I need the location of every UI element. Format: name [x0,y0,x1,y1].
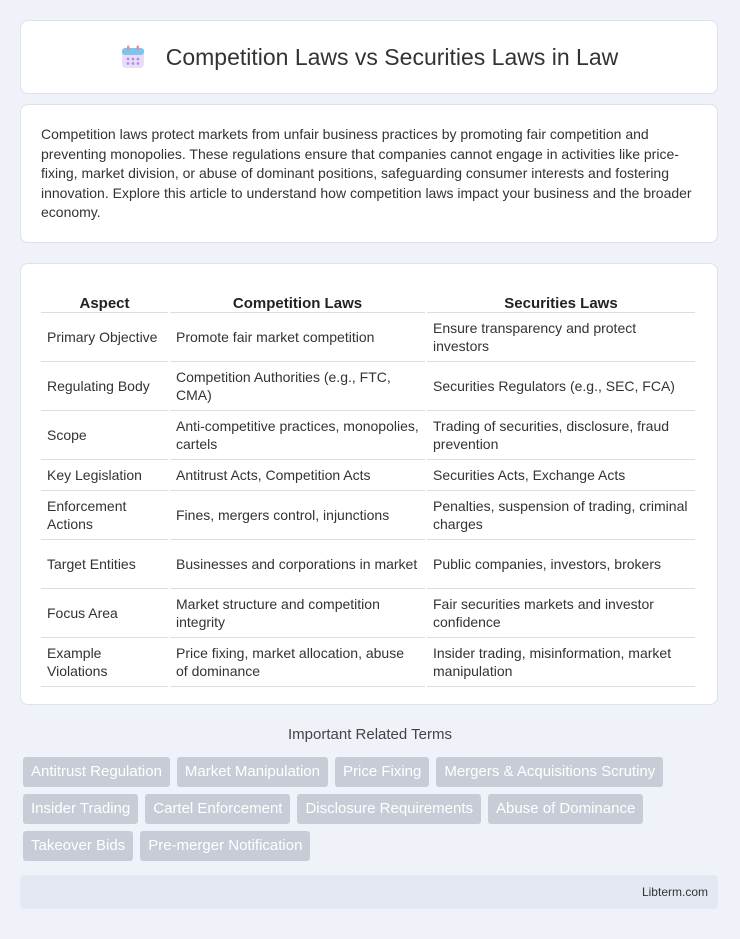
tag-abuse-of-dominance[interactable]: Abuse of Dominance [488,794,643,824]
tag-disclosure-requirements[interactable]: Disclosure Requirements [297,794,481,824]
cell-competition: Antitrust Acts, Competition Acts [170,460,425,491]
cell-aspect: Key Legislation [41,460,168,491]
tag-insider-trading[interactable]: Insider Trading [23,794,138,824]
table-row [41,460,695,491]
cell-competition: Fines, mergers control, injunctions [170,491,425,540]
footer-site-link[interactable]: Libterm.com [641,885,708,899]
page-title: Competition Laws vs Securities Laws in Law [165,43,619,70]
table-header-row [41,284,695,313]
cell-aspect: Regulating Body [41,362,168,411]
cell-aspect: Example Violations [41,638,168,687]
header-competition-laws: Competition Laws [170,284,425,313]
table-row [41,540,695,589]
table-row [41,491,695,540]
cell-securities: Securities Acts, Exchange Acts [427,460,695,491]
cell-securities: Penalties, suspension of trading, criminal charges [427,491,695,540]
cell-competition: Price fixing, market allocation, abuse of dominance [170,638,425,687]
cell-aspect: Target Entities [41,540,168,589]
related-terms-title: Important Related Terms [288,726,452,743]
cell-securities: Fair securities markets and investor confidence [427,589,695,638]
cell-aspect: Primary Objective [41,313,168,362]
header-card [20,20,718,94]
cell-competition: Competition Authorities (e.g., FTC, CMA) [170,362,425,411]
tag-mergers-acquisitions-scrutiny[interactable]: Mergers & Acquisitions Scrutiny [436,757,663,787]
cell-securities: Ensure transparency and protect investors [427,313,695,362]
cell-competition: Promote fair market competition [170,313,425,362]
header-securities-laws: Securities Laws [427,284,695,313]
intro-card [20,104,718,243]
tag-takeover-bids[interactable]: Takeover Bids [23,831,133,861]
tag-pre-merger-notification[interactable]: Pre-merger Notification [140,831,310,861]
table-row [41,638,695,687]
cell-securities: Insider trading, misinformation, market manipulation [427,638,695,687]
tag-price-fixing[interactable]: Price Fixing [335,757,429,787]
tag-cartel-enforcement[interactable]: Cartel Enforcement [145,794,290,824]
cell-competition: Anti-competitive practices, monopolies, cartels [170,411,425,460]
cell-securities: Public companies, investors, brokers [427,540,695,589]
table-row [41,411,695,460]
table-row [41,362,695,411]
tag-market-manipulation[interactable]: Market Manipulation [177,757,328,787]
cell-aspect: Focus Area [41,589,168,638]
footer [20,875,718,909]
related-terms-list [23,757,723,868]
table-row [41,313,695,362]
comparison-table-card [20,263,718,705]
cell-competition: Market structure and competition integrity [170,589,425,638]
intro-text: Competition laws protect markets from unfair business practices by promoting fair competition and preventing monopolies. These regulations ensure that companies cannot engage in activities like price-fixing, market division, or abuse of dominant positions, safeguarding consumer interests and fostering innovation. Explore this article to understand how competition laws impact your business and the broader economy. [41,126,692,220]
cell-aspect: Enforcement Actions [41,491,168,540]
comparison-table [39,284,697,687]
cell-competition: Businesses and corporations in market [170,540,425,589]
table-row [41,589,695,638]
calendar-icon [120,44,146,70]
tag-antitrust-regulation[interactable]: Antitrust Regulation [23,757,170,787]
cell-securities: Securities Regulators (e.g., SEC, FCA) [427,362,695,411]
title-wrap [120,44,619,71]
cell-aspect: Scope [41,411,168,460]
cell-securities: Trading of securities, disclosure, fraud prevention [427,411,695,460]
header-aspect: Aspect [41,284,168,313]
